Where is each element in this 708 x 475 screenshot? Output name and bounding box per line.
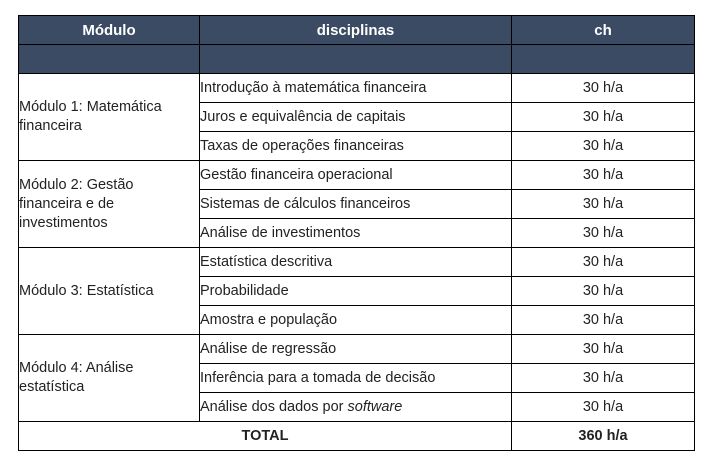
module-name: Módulo 4: Análise estatística <box>19 335 200 422</box>
discipline-hours: 30 h/a <box>512 190 695 219</box>
header-hours: ch <box>512 16 695 45</box>
module-name: Módulo 1: Matemática financeira <box>19 74 200 161</box>
table-row <box>19 161 695 190</box>
header-disciplines: disciplinas <box>200 16 512 45</box>
discipline-name-italic: software <box>347 399 403 415</box>
discipline-name: Juros e equivalência de capitais <box>200 103 512 132</box>
module-name: Módulo 2: Gestão financeira e de investimentos <box>19 161 200 248</box>
spacer-cell <box>200 45 512 74</box>
discipline-name: Análise de regressão <box>200 335 512 364</box>
discipline-hours: 30 h/a <box>512 219 695 248</box>
total-label: TOTAL <box>19 422 512 451</box>
curriculum-table <box>18 15 695 451</box>
discipline-name: Introdução à matemática financeira <box>200 74 512 103</box>
discipline-hours: 30 h/a <box>512 306 695 335</box>
discipline-hours: 30 h/a <box>512 74 695 103</box>
discipline-name: Amostra e população <box>200 306 512 335</box>
table-row <box>19 248 695 277</box>
discipline-hours: 30 h/a <box>512 335 695 364</box>
discipline-name-prefix: Análise dos dados por <box>200 399 348 415</box>
discipline-name <box>200 393 512 422</box>
table-header <box>19 16 695 45</box>
discipline-name: Taxas de operações financeiras <box>200 132 512 161</box>
table-row <box>19 335 695 364</box>
discipline-name: Probabilidade <box>200 277 512 306</box>
total-row <box>19 422 695 451</box>
discipline-name: Inferência para a tomada de decisão <box>200 364 512 393</box>
table-body <box>19 45 695 451</box>
discipline-hours: 30 h/a <box>512 132 695 161</box>
header-module: Módulo <box>19 16 200 45</box>
module-name: Módulo 3: Estatística <box>19 248 200 335</box>
discipline-hours: 30 h/a <box>512 393 695 422</box>
discipline-hours: 30 h/a <box>512 103 695 132</box>
discipline-hours: 30 h/a <box>512 364 695 393</box>
discipline-hours: 30 h/a <box>512 248 695 277</box>
discipline-hours: 30 h/a <box>512 277 695 306</box>
header-row <box>19 16 695 45</box>
discipline-name: Análise de investimentos <box>200 219 512 248</box>
total-hours: 360 h/a <box>512 422 695 451</box>
discipline-name: Gestão financeira operacional <box>200 161 512 190</box>
table-row <box>19 74 695 103</box>
discipline-name: Estatística descritiva <box>200 248 512 277</box>
header-spacer-row <box>19 45 695 74</box>
spacer-cell <box>19 45 200 74</box>
discipline-name: Sistemas de cálculos financeiros <box>200 190 512 219</box>
spacer-cell <box>512 45 695 74</box>
discipline-hours: 30 h/a <box>512 161 695 190</box>
